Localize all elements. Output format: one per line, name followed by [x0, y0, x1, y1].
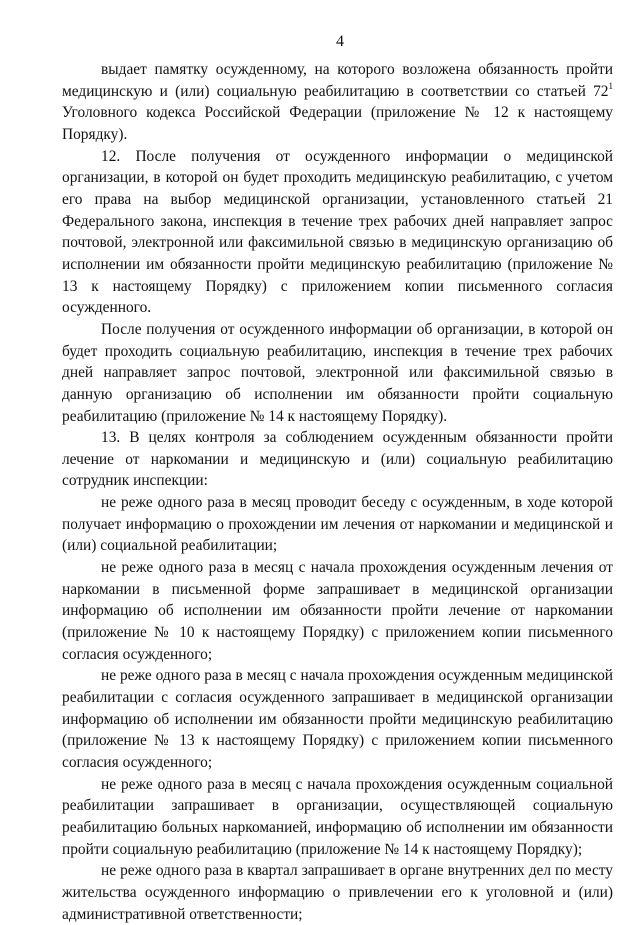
document-body	[62, 59, 613, 925]
paragraph-continuation	[62, 59, 613, 146]
paragraph-text-after: Уголовного кодекса Российской Федерации (приложение № 12 к настоящему Порядку).	[62, 104, 613, 143]
list-item: не реже одного раза в квартал запрашивает в органе внутренних дел по месту жительства осужденного информацию о привлечении его к уголовной и (или) административной ответственности;	[62, 862, 613, 923]
list-item: не реже одного раза в месяц с начала прохождения осужденным социальной реабилитации запрашивает в организации, осуществляющей социальную реабилитацию больных наркоманией, информацию об исполнении им обязанности пройти социальную реабилитацию (приложение № 14 к настоящему Порядку);	[62, 775, 613, 858]
list-item: не реже одного раза в месяц с начала прохождения осужденным медицинской реабилитации с согласия осужденного запрашивает в медицинской организации информацию об исполнении им обязанности пройти медицинскую реабилитацию (приложение № 13 к настоящему Порядку) с приложением копии письменного согласия осужденного;	[62, 667, 613, 771]
page-number: 4	[336, 33, 344, 50]
paragraph-social-rehab: После получения от осужденного информации об организации, в которой он будет проходить социальную реабилитацию, инспекция в течение трех рабочих дней направляет запрос почтовой, электронной или факсимильной связью в данную организацию об исполнении им обязанности пройти социальную реабилитацию (приложение № 14 к настоящему Порядку).	[62, 320, 613, 425]
list-item: не реже одного раза в месяц с начала прохождения осужденным лечения от наркомании в письменной форме запрашивает в медицинской организации информацию об исполнении им обязанности пройти лечение от наркомании (приложение № 10 к настоящему Порядку) с приложением копии письменного согласия осужденного;	[62, 559, 613, 663]
list-item: не реже одного раза в месяц проводит беседу с осужденным, в ходе которой получает информацию о прохождении им лечения от наркомании и медицинской и (или) социальной реабилитации;	[62, 494, 613, 555]
paragraph-13: 13. В целях контроля за соблюдением осужденным обязанности пройти лечение от наркомании и медицинскую и (или) социальную реабилитацию сотрудник инспекции:	[62, 429, 613, 490]
superscript: 1	[608, 80, 613, 91]
paragraph-text: выдает памятку осужденному, на которого возложена обязанность пройти медицинскую и (или) социальную реабилитацию в соответствии со статьей 72	[62, 61, 613, 100]
paragraph-12: 12. После получения от осужденного информации о медицинской организации, в которой он будет проходить медицинскую реабилитацию, с учетом его права на выбор медицинской организации, установленного статьей 21 Федерального закона, инспекция в течение трех рабочих дней направляет запрос почтовой, электронной или факсимильной связью в медицинскую организацию об исполнении им обязанности пройти медицинскую реабилитацию (приложение № 13 к настоящему Порядку) с приложением копии письменного согласия осужденного.	[62, 147, 613, 317]
